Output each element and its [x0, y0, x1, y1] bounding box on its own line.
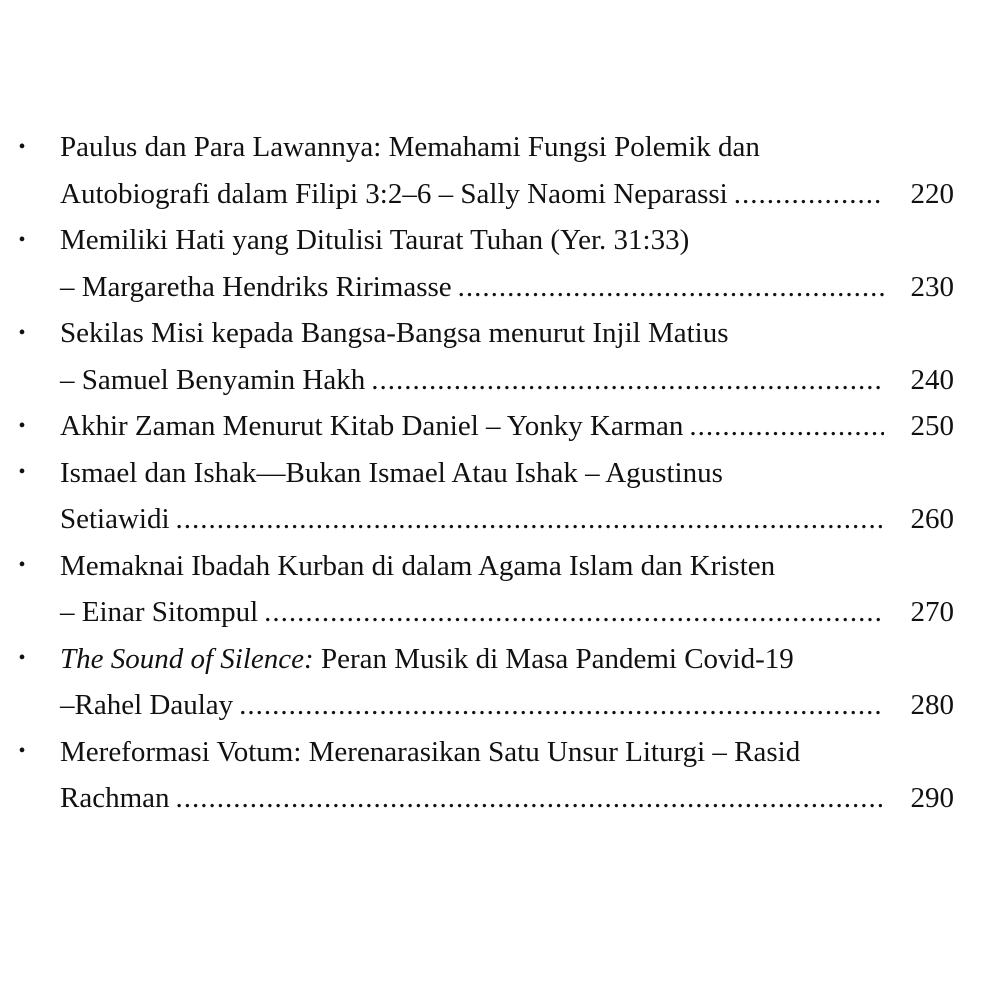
- page-number: 240: [910, 363, 954, 396]
- entry-author: – Einar Sitompul: [60, 596, 259, 628]
- bullet-icon: •: [18, 414, 26, 437]
- entry-title-line: Paulus dan Para Lawannya: Memahami Fungsi Polemik dan: [60, 131, 760, 163]
- toc-entry[interactable]: [0, 636, 1000, 729]
- entry-final-line: [0, 775, 1000, 822]
- entry-final-line: [0, 357, 1000, 404]
- entry-author: Setiawidi: [60, 503, 170, 535]
- entry-title-line: Memaknai Ibadah Kurban di dalam Agama Islam dan Kristen: [60, 549, 776, 582]
- bullet-icon: •: [18, 228, 26, 251]
- entry-final-line: [0, 496, 1000, 543]
- entry-author: Rachman: [60, 782, 170, 814]
- dot-leader: [734, 171, 884, 218]
- dot-leader: [458, 264, 884, 311]
- entry-final-line: [0, 171, 1000, 218]
- entry-final-line: [0, 403, 1000, 450]
- dot-leader: [264, 589, 884, 636]
- toc-entry[interactable]: [0, 217, 1000, 310]
- entry-title-line: Sekilas Misi kepada Bangsa-Bangsa menurut Injil Matius: [60, 317, 729, 349]
- entry-author: – Samuel Benyamin Hakh: [60, 363, 366, 396]
- entry-title-rest: Peran Musik di Masa Pandemi Covid-19: [313, 642, 794, 675]
- table-of-contents: [0, 124, 1000, 822]
- page-number: 260: [910, 503, 954, 535]
- dot-leader: [176, 775, 884, 822]
- entry-title-line: Mereformasi Votum: Merenarasikan Satu Unsur Liturgi – Rasid: [60, 735, 801, 768]
- page-number: 280: [910, 689, 954, 721]
- bullet-icon: •: [18, 321, 26, 344]
- toc-entry[interactable]: [0, 543, 1000, 636]
- entry-title-author: Akhir Zaman Menurut Kitab Daniel – Yonky Karman: [60, 410, 684, 442]
- entry-title-italic: The Sound of Silence:: [60, 642, 314, 675]
- entry-final-line: [0, 589, 1000, 636]
- dot-leader: [371, 357, 884, 404]
- entry-author: – Margaretha Hendriks Ririmasse: [60, 270, 452, 303]
- bullet-icon: •: [18, 554, 26, 577]
- entry-author: –Rahel Daulay: [60, 689, 234, 721]
- page-number: 230: [910, 270, 954, 303]
- toc-entry[interactable]: [0, 124, 1000, 217]
- toc-entry[interactable]: [0, 310, 1000, 403]
- entry-author: Autobiografi dalam Filipi 3:2–6 – Sally Naomi Neparassi: [60, 177, 728, 210]
- entry-final-line: [0, 682, 1000, 729]
- page-number: 250: [910, 410, 954, 442]
- bullet-icon: •: [18, 740, 26, 763]
- page-number: 290: [910, 782, 954, 814]
- entry-title-line: Memiliki Hati yang Ditulisi Taurat Tuhan (Yer. 31:33): [60, 224, 690, 256]
- dot-leader: [239, 682, 884, 729]
- entry-final-line: [0, 264, 1000, 311]
- bullet-icon: •: [18, 135, 26, 158]
- bullet-icon: •: [18, 461, 26, 484]
- page-number: 220: [910, 177, 954, 210]
- entry-title-line: [0, 636, 1000, 683]
- toc-entry[interactable]: [0, 403, 1000, 450]
- toc-entry[interactable]: [0, 729, 1000, 822]
- dot-leader: [689, 403, 884, 450]
- toc-entry[interactable]: [0, 450, 1000, 543]
- bullet-icon: •: [18, 647, 26, 670]
- entry-title-line: Ismael dan Ishak—Bukan Ismael Atau Ishak – Agustinus: [60, 456, 723, 489]
- page-number: 270: [910, 596, 954, 628]
- dot-leader: [176, 496, 884, 543]
